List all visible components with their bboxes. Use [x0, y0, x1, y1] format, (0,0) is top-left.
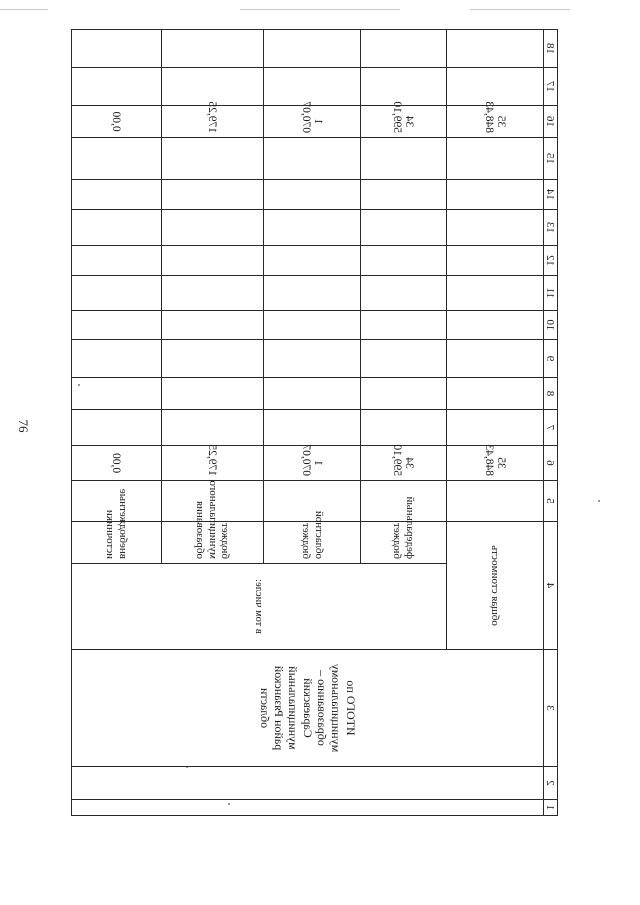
empty-cell — [264, 30, 361, 68]
value-col16: 179,25 — [162, 106, 264, 138]
column-number: 11 — [544, 276, 558, 311]
empty-cell — [264, 311, 361, 340]
rotated-table-area — [72, 29, 640, 811]
column-number: 14 — [544, 180, 558, 210]
value-col6: 1 070,07 — [264, 446, 361, 481]
empty-cell — [264, 410, 361, 446]
empty-cell — [447, 410, 544, 446]
value-col6: 35 848,43 — [447, 446, 544, 481]
empty-cell — [361, 30, 447, 68]
empty-cell — [361, 246, 447, 276]
summary-table — [71, 29, 558, 816]
empty-cell — [361, 138, 447, 180]
value-col16: 1 070,07 — [264, 106, 361, 138]
column-number: 6 — [544, 446, 558, 481]
empty-cell — [72, 180, 162, 210]
empty-cell — [361, 340, 447, 378]
empty-cell — [72, 410, 162, 446]
empty-cell — [72, 30, 162, 68]
summary-title: ИТОГО по муниципальному образованию – Сараевский муниципальный район Рязанской области — [72, 650, 544, 767]
empty-cell — [447, 481, 544, 522]
empty-cell — [72, 138, 162, 180]
column-number: 17 — [544, 68, 558, 106]
empty-cell — [264, 180, 361, 210]
column-number: 12 — [544, 246, 558, 276]
subheader-in-that-number: в том числе: — [72, 564, 447, 650]
column-number: 18 — [544, 30, 558, 68]
empty-cell — [162, 180, 264, 210]
empty-cell — [447, 276, 544, 311]
empty-cell — [361, 210, 447, 246]
empty-cell — [361, 378, 447, 410]
empty-cell — [72, 246, 162, 276]
column-number: 3 — [544, 650, 558, 767]
empty-cell — [264, 378, 361, 410]
row-label: бюджет муниципального образования — [162, 522, 264, 564]
empty-cell — [447, 340, 544, 378]
table-row — [447, 30, 544, 816]
empty-cell — [447, 311, 544, 340]
empty-cell — [72, 68, 162, 106]
empty-cell — [264, 210, 361, 246]
row-label: общая стоимость — [447, 522, 544, 650]
empty-cell — [361, 311, 447, 340]
empty-cell — [162, 138, 264, 180]
empty-cell — [361, 68, 447, 106]
empty-cell — [162, 311, 264, 340]
column-number: 5 — [544, 481, 558, 522]
empty-cell — [447, 378, 544, 410]
empty-cell — [72, 340, 162, 378]
empty-cell — [264, 481, 361, 522]
empty-cell — [72, 276, 162, 311]
empty-cell — [447, 138, 544, 180]
value-col16: 34 599,10 — [361, 106, 447, 138]
empty-cell — [447, 30, 544, 68]
empty-cell — [447, 210, 544, 246]
row-label: областной бюджет — [264, 522, 361, 564]
empty-cell — [72, 767, 544, 800]
empty-cell — [162, 276, 264, 311]
empty-cell — [72, 378, 162, 410]
empty-cell — [447, 68, 544, 106]
value-col6: 0,00 — [72, 446, 162, 481]
empty-cell — [361, 276, 447, 311]
column-number: 7 — [544, 410, 558, 446]
column-number: 10 — [544, 311, 558, 340]
page-number: 76 — [16, 419, 31, 433]
row-label: федеральный бюджет — [361, 522, 447, 564]
empty-cell — [162, 210, 264, 246]
column-number: 9 — [544, 340, 558, 378]
empty-cell — [264, 68, 361, 106]
empty-cell — [72, 311, 162, 340]
column-number: 16 — [544, 106, 558, 138]
empty-cell — [361, 410, 447, 446]
value-col6: 179,25 — [162, 446, 264, 481]
empty-cell — [162, 30, 264, 68]
column-number-row — [544, 30, 558, 816]
empty-cell — [264, 276, 361, 311]
empty-cell — [162, 246, 264, 276]
empty-cell — [162, 378, 264, 410]
scan-edge-mid — [240, 9, 400, 10]
empty-cell — [162, 410, 264, 446]
value-col16: 35 848,43 — [447, 106, 544, 138]
scan-edge-left — [0, 9, 48, 10]
row-label: внебюджетные источники — [72, 522, 162, 564]
scan-edge-right — [470, 9, 570, 10]
column-number: 2 — [544, 767, 558, 800]
empty-cell — [264, 340, 361, 378]
empty-cell — [72, 800, 544, 816]
empty-cell — [162, 340, 264, 378]
empty-cell — [447, 180, 544, 210]
column-number: 13 — [544, 210, 558, 246]
column-number: 8 — [544, 378, 558, 410]
empty-cell — [162, 68, 264, 106]
column-number: 1 — [544, 800, 558, 816]
column-number: 15 — [544, 138, 558, 180]
empty-cell — [264, 138, 361, 180]
empty-cell — [72, 210, 162, 246]
empty-cell — [361, 180, 447, 210]
empty-cell — [264, 246, 361, 276]
value-col6: 34 599,10 — [361, 446, 447, 481]
empty-cell — [447, 246, 544, 276]
value-col16: 0,00 — [72, 106, 162, 138]
column-number: 4 — [544, 522, 558, 650]
